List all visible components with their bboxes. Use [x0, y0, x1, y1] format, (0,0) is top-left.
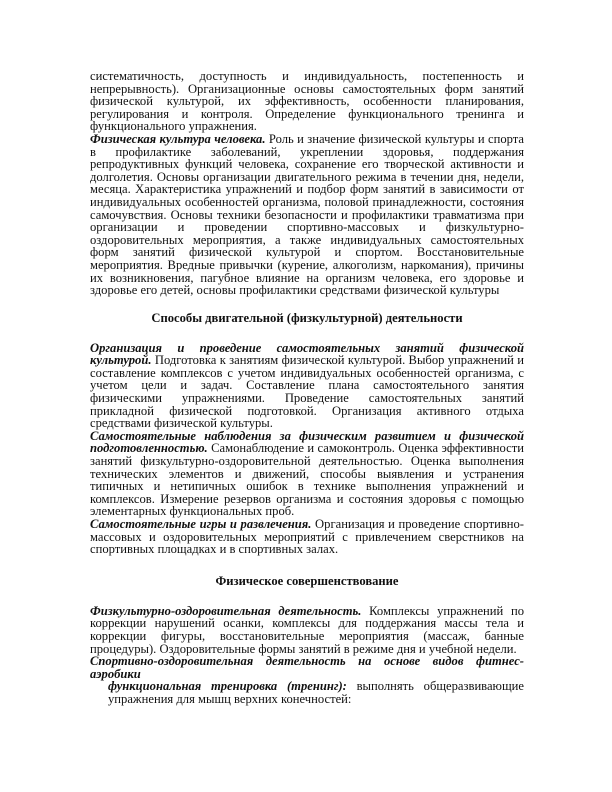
paragraph-text: систематичность, доступность и индивидуальность, постепенность и непрерывность). Организационные основы самостоятельных форм занятий физической культурой, их эффективность, особенности планирования, регулирования и контроля. Определение функционального тренинга и функционального упражнения.: [90, 69, 524, 134]
paragraph-text: Самонаблюдение и самоконтроль. Оценка эффективности занятий физкультурно-оздоровительной деятельностью. Оценка выполнения технических элементов и движений, способы выявления и устранения типичных и нетипичных ошибок в технике выполнения упражнений и комплексов. Измерение резервов организма и состояния здоровья с помощью элементарных функциональных проб.: [90, 441, 524, 519]
paragraph-text: Подготовка к занятиям физической культурой. Выбор упражнений и составление комплексов с учетом индивидуальных особенностей организма, с учетом цели и задач. Составление плана самостоятельного занятия физическими упражнениями. Проведение самостоятельных занятий прикладной физической подготовкой. Организация активного отдыха средствами физической культуры.: [90, 353, 524, 431]
paragraph-text: выполнять общеразвивающие упражнения для мышц верхних конечностей:: [108, 679, 524, 706]
paragraph-text: Организация и проведение спортивно-массовых и оздоровительных мероприятий с привлечением сверстников на спортивных площадках и в спортивных залах.: [90, 517, 525, 557]
paragraph-games: [90, 518, 524, 556]
section-heading-physical-improvement: Физическое совершенствование: [215, 573, 399, 588]
paragraph-lead: функциональная тренировка (тренинг):: [108, 679, 347, 694]
paragraph-functional-training: [90, 680, 524, 705]
section-heading-activity-methods: Способы двигательной (физкультурной) деятельности: [151, 310, 463, 325]
subheading-fitness-aerobics: Спортивно-оздоровительная деятельность на основе видов фитнес-аэробики: [90, 654, 524, 681]
paragraph-health-activity: [90, 605, 524, 655]
paragraph-lead: Организация и проведение самостоятельных занятий физической культурой.: [90, 340, 524, 368]
paragraph-lead: Самостоятельные игры и развлечения.: [90, 517, 312, 531]
paragraph-principles: [90, 70, 524, 133]
paragraph-text: Комплексы упражнений по коррекции нарушений осанки, комплексы для поддержания массы тела и коррекции фигуры, восстановительные мероприятия (массаж, банные процедуры). Оздоровительные формы занятий в режиме дня и учебной недели.: [90, 603, 524, 656]
paragraph-self-observation: [90, 430, 524, 518]
paragraph-text: Роль и значение физической культуры и спорта в профилактике заболеваний, укреплении здоровья, поддержания репродуктивных функций человека, сохранение его творческой активности и долголетия. Основы организации двигательного режима в течении дня, недели, месяца. Характеристика упражнений и подбор форм занятий в зависимости от индивидуальных особенностей организма, половой принадлежности, состояния самочувствия. Основы техники безопасности и профилактики травматизма при организации и проведении спортивно-массовых и физкультурно-оздоровительных мероприятия, а также индивидуальных самостоятельных форм занятий физической культурой и спортом. Восстановительные мероприятия. Вредные привычки (курение, алкоголизм, наркомания), причины их возникновения, пагубное влияние на организм человека, его здоровье и здоровье его детей, основы профилактики средствами физической культуры: [90, 131, 524, 298]
paragraph-self-study: [90, 342, 524, 430]
paragraph-lead: Самостоятельные наблюдения за физическим развитием и физической подготовленностью.: [90, 428, 524, 456]
paragraph-physical-culture: [90, 133, 524, 297]
paragraph-lead: Физкультурно-оздоровительная деятельность.: [90, 603, 362, 618]
paragraph-lead: Физическая культура человека.: [90, 131, 266, 146]
